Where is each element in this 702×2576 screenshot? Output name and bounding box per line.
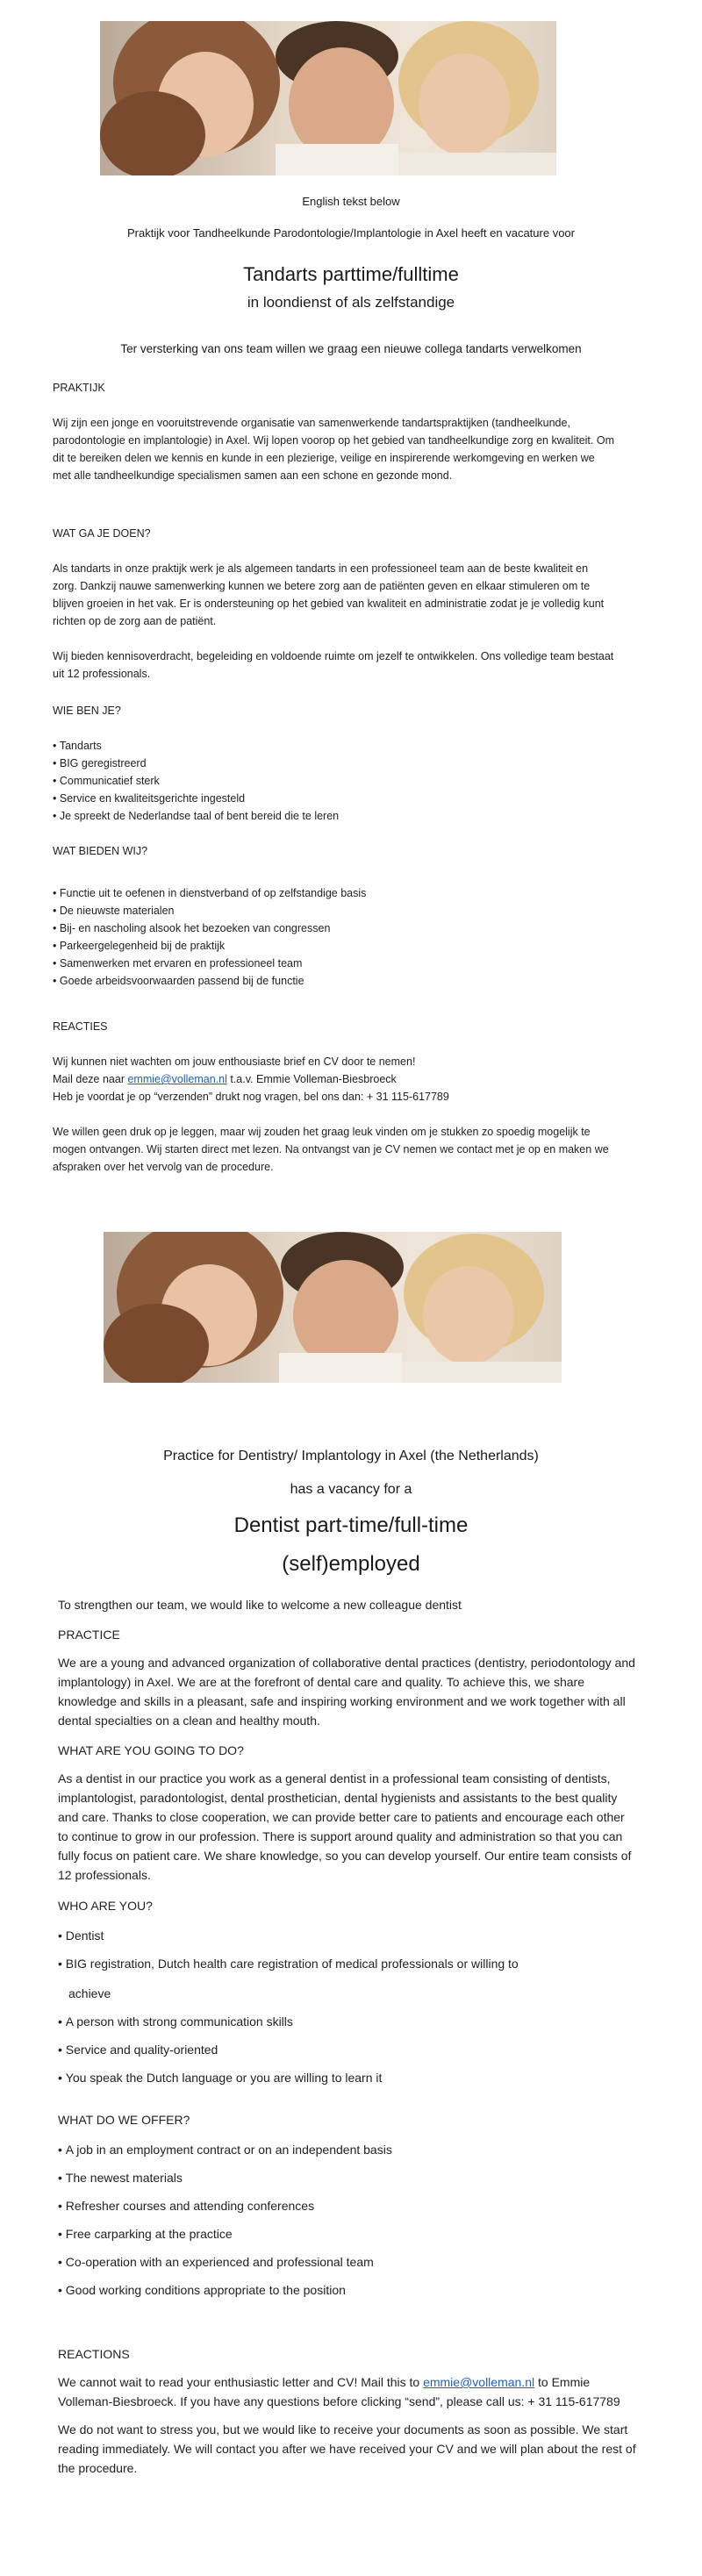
section-what-do [58, 1741, 637, 1885]
list-item: • A person with strong communication skills [58, 2011, 637, 2032]
reacties-mail-line [53, 1070, 614, 1088]
what-do-body: As a dentist in our practice you work as a general dentist in a professional team consisting of dentists, implantologist, paradontologist, dental prosthetician, dental hygienists and assistants to the best quality and care. Thanks to close cooperation, we can provide better care to patients and encourage each other to continue to grow in our profession. There is support around quality and administration so that you can fully focus on patient care. We share knowledge, so you can develop yourself. Our entire team consists of 12 professionals. [58, 1771, 632, 1882]
list-item: • Parkeergelegenheid bij de praktijk [53, 937, 614, 955]
page-subtitle-nl: in loondienst of als zelfstandige [247, 294, 455, 311]
heading-what-do: WHAT ARE YOU GOING TO DO? [58, 1743, 244, 1757]
heading-what-offer: WHAT DO WE OFFER? [58, 2113, 190, 2127]
lead-en: To strengthen our team, we would like to welcome a new colleague dentist [58, 1598, 462, 1612]
heading-reactions: REACTIONS [58, 2347, 130, 2361]
reactions-body-2: We do not want to stress you, but we would like to receive your documents as soon as possible. We start reading immediately. We will contact you after we have received your CV and we will plan about the rest of the procedure. [58, 2422, 636, 2475]
list-item: • Free carparking at the practice [58, 2223, 637, 2244]
who-are-you-list [58, 1925, 637, 1974]
wat-ga-je-doen-body-1: Als tandarts in onze praktijk werk je als algemeen tandarts in een professioneel team aan de beste kwaliteit en zorg. Dankzij nauwe samenwerking kunnen we betere zorg aan de patiënten geven en elkaar stimuleren om te blijven groeien in het vak. Er is ondersteuning op het gebied van kwaliteit en administratie zodat je je volledig kunt richten op de zorg aan de patiënt. [53, 562, 605, 627]
heading-wie-ben-je: WIE BEN JE? [53, 705, 121, 717]
praktijk-body: Wij zijn een jonge en vooruitstrevende organisatie van samenwerkende tandartspraktijken (tandheelkunde, parodontologie en implantologie) in Axel. Wij lopen voorop op het gebied van tandheelkundige zorg en kwaliteit. Om dit te bereiken delen we kennis en kunde in een plezierige, veilige en inspirerende werkomgeving en werken we met alle tandheelkundige specialismen samen aan een schone en gezonde mond. [53, 417, 614, 482]
heading-practice: PRACTICE [58, 1628, 120, 1642]
list-item: • You speak the Dutch language or you are willing to learn it [58, 2067, 637, 2088]
heading-wat-ga-je-doen: WAT GA JE DOEN? [53, 527, 151, 540]
english-below-note: English tekst below [302, 195, 400, 208]
heading-reacties: REACTIES [53, 1020, 108, 1033]
reacties-line-3: Heb je voordat je op “verzenden” drukt nog vragen, bel ons dan: + 31 115-617789 [53, 1091, 449, 1103]
list-item: • Bij- en nascholing alsook het bezoeken van congressen [53, 919, 614, 937]
wat-ga-je-doen-body-2: Wij bieden kennisoverdracht, begeleiding en voldoende ruimte om jezelf te ontwikkelen. Ons volledige team bestaat uit 12 professionals. [53, 650, 614, 680]
reactions-body-1 [58, 2372, 637, 2411]
what-offer-list [58, 2139, 637, 2301]
practice-line-en: Practice for Dentistry/ Implantology in Axel (the Netherlands) [163, 1449, 539, 1463]
section-reactions [58, 2344, 637, 2478]
vacancy-line-en: has a vacancy for a [290, 1482, 412, 1497]
heading-who-are-you: WHO ARE YOU? [58, 1899, 153, 1913]
email-link-en[interactable]: emmie@volleman.nl [423, 2375, 535, 2389]
list-item: • Goede arbeidsvoorwaarden passend bij de functie [53, 972, 614, 990]
wat-bieden-wij-list [53, 884, 614, 990]
list-item: • BIG geregistreerd [53, 755, 614, 772]
practice-line-nl: Praktijk voor Tandheelkunde Parodontologie/Implantologie in Axel heeft en vacature voor [127, 226, 575, 240]
section-wat-bieden-wij [53, 842, 614, 990]
list-item: • The newest materials [58, 2167, 637, 2188]
list-item: • Communicatief sterk [53, 772, 614, 790]
list-item: • Refresher courses and attending conferences [58, 2195, 637, 2216]
section-wat-ga-je-doen [53, 525, 614, 683]
list-item: • Dentist [58, 1925, 637, 1946]
family-photo-illustration [100, 21, 556, 175]
list-item: • Samenwerken met ervaren en professioneel team [53, 955, 614, 972]
heading-praktijk: PRAKTIJK [53, 382, 105, 394]
section-reacties [53, 1018, 614, 1176]
section-who-are-you [58, 1895, 637, 2088]
family-photo-illustration [104, 1232, 562, 1383]
who-are-you-list-continued [58, 2011, 637, 2088]
list-item: • Service en kwaliteitsgerichte ingesteld [53, 790, 614, 807]
practice-body: We are a young and advanced organization of collaborative dental practices (dentistry, periodontology and implantology) in Axel. We are at the forefront of dental care and quality. To achieve this, we share knowledge and skills in a pleasant, safe and inspiring working environment and we work together with all dental specialties on a clean and healthy mouth. [58, 1656, 635, 1728]
list-item: • Good working conditions appropriate to the position [58, 2279, 637, 2301]
list-item: • De nieuwste materialen [53, 902, 614, 919]
list-item: • BIG registration, Dutch health care registration of medical professionals or willing to [58, 1953, 637, 1974]
reacties-mail-post: t.a.v. Emmie Volleman-Biesbroeck [226, 1073, 397, 1085]
reacties-line-1: Wij kunnen niet wachten om jouw enthousiaste brief en CV door te nemen! [53, 1055, 416, 1068]
reacties-body-2: We willen geen druk op je leggen, maar wij zouden het graag leuk vinden om je stukken zo spoedig mogelijk te mogen ontvangen. Wij starten direct met lezen. Na ontvangst van je CV nemen we contact met je op en maken we afspraken over het vervolg van de procedure. [53, 1126, 609, 1173]
reactions-post: to Emmie Volleman-Biesbroeck. If you have any questions before clicking “send”, please call us: + 31 115-617789 [58, 2375, 620, 2408]
page-title-nl: Tandarts parttime/fulltime [243, 263, 459, 285]
family-photo-top [100, 21, 556, 175]
section-practice [58, 1625, 637, 1730]
section-what-offer [58, 2109, 637, 2301]
section-wie-ben-je [53, 702, 614, 825]
list-item: • Tandarts [53, 737, 614, 755]
section-praktijk [53, 379, 614, 484]
heading-wat-bieden-wij: WAT BIEDEN WIJ? [53, 845, 148, 857]
list-item: • Co-operation with an experienced and professional team [58, 2251, 637, 2272]
list-item: • Je spreekt de Nederlandse taal of bent bereid die te leren [53, 807, 614, 825]
page-subtitle-en: (self)employed [282, 1552, 420, 1576]
list-item: • Functie uit te oefenen in dienstverband of op zelfstandige basis [53, 884, 614, 902]
who-are-you-continuation: achieve [68, 1986, 111, 2000]
list-item: • A job in an employment contract or on an independent basis [58, 2139, 637, 2160]
email-link-nl[interactable]: emmie@volleman.nl [127, 1073, 227, 1085]
list-item: • Service and quality-oriented [58, 2039, 637, 2060]
reactions-pre: We cannot wait to read your enthusiastic letter and CV! Mail this to [58, 2375, 424, 2389]
page-title-en: Dentist part-time/full-time [233, 1513, 469, 1537]
reacties-mail-pre: Mail deze naar [53, 1073, 128, 1085]
wie-ben-je-list [53, 737, 614, 825]
family-photo-bottom [104, 1232, 562, 1383]
lead-nl: Ter versterking van ons team willen we graag een nieuwe collega tandarts verwelkomen [120, 342, 582, 355]
